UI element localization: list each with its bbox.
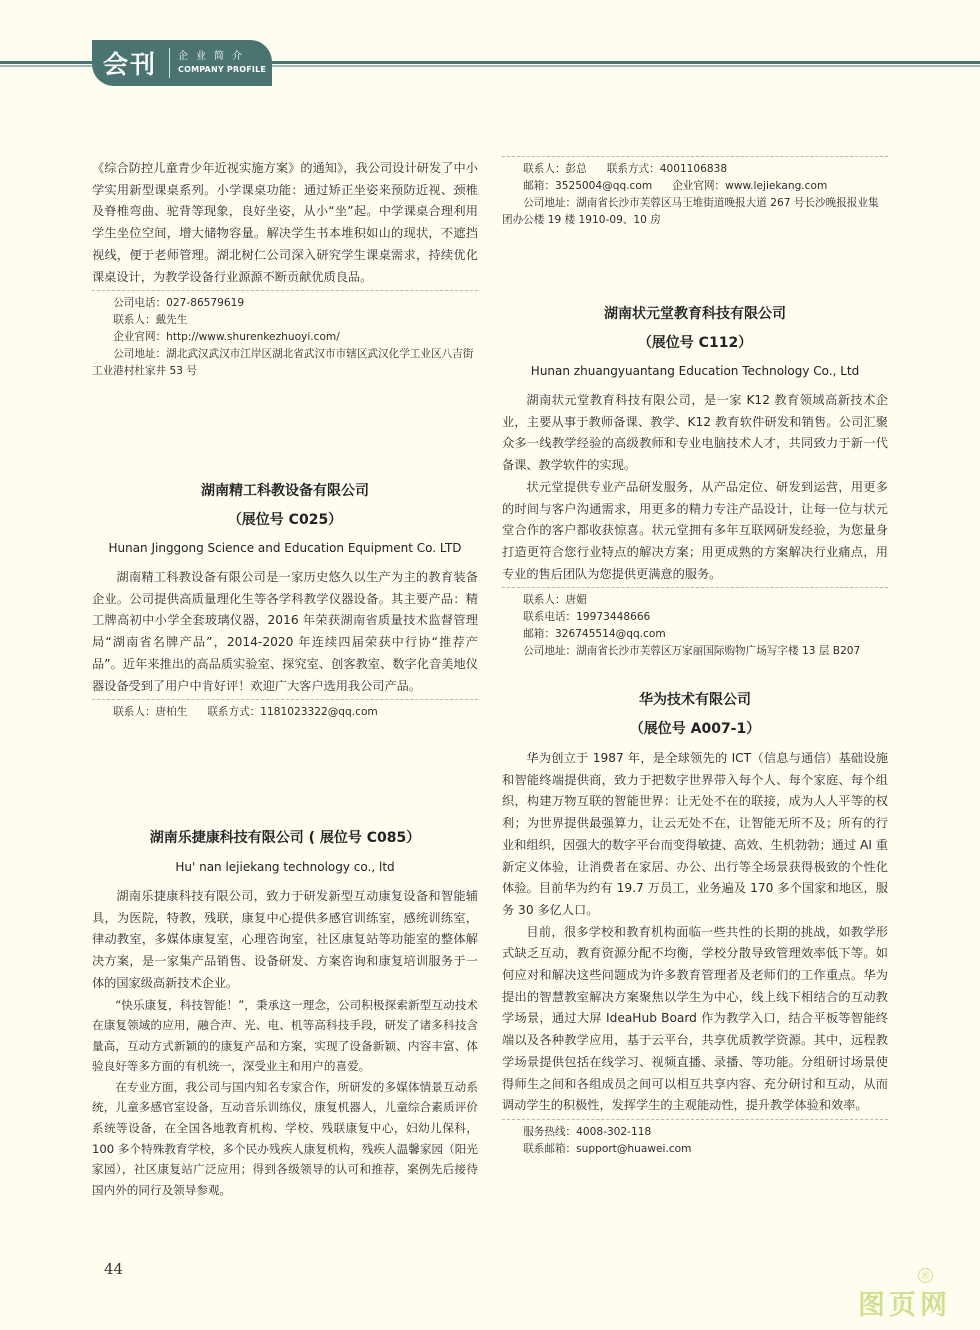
dashed-divider — [502, 1119, 888, 1120]
registered-mark-icon: ® — [920, 1269, 931, 1282]
contact-email[interactable]: 联系邮箱：support@huawei.com — [523, 1142, 692, 1155]
booth-number: （展位号 A007-1） — [629, 721, 761, 737]
section-label — [178, 52, 266, 74]
booth-number: （展位号 C025） — [227, 512, 343, 528]
contact-method: 联系方式：4001106838 — [606, 163, 728, 175]
tab-divider — [169, 48, 170, 78]
booth-number: （展位号 C112） — [637, 335, 753, 351]
section-title-cn: 企业简介 — [178, 51, 250, 62]
company-huawei — [502, 686, 888, 1158]
company-title: 湖南状元堂教育科技有限公司 — [604, 306, 786, 322]
company-address: 公司地址：湖南省长沙市芙蓉区万家丽国际购物广场写字楼 13 层 B207 — [523, 645, 861, 658]
contact-block-2 — [92, 704, 478, 721]
intro-paragraph: 《综合防控儿童青少年近视实施方案》的通知》，我公司设计研发了中小学实用新型课桌系列。小学课桌功能：通过矫正坐姿来预防近视、颈椎及脊椎弯曲、驼背等现象，良好坐姿，从小“坐”起。中学课桌合理利用学生坐位空间，增大储物容量。解决学生书本堆积如山的现状，不遮挡视线，便于老师管理。湖北树仁公司深入研究学生课桌需求，持续优化课桌设计，为教学设备行业源源不断贡献优质良品。 — [92, 161, 478, 284]
dashed-divider — [502, 587, 888, 588]
left-column — [92, 158, 478, 380]
company-title: 湖南精工科教设备有限公司 — [201, 483, 369, 499]
contact-person: 联系人：唐柏生 — [113, 706, 188, 719]
company-paragraph: 华为创立于 1987 年，是全球领先的 ICT（信息与通信）基础设施和智能终端提供商，致力于把数字世界带入每个人、每个家庭、每个组织，构建万物互联的智能世界：让无处不在的联接，成为人人平等的权利；为世界提供最强算力，让云无处不在，让智能无所不及；所有的行业和组织，因强大的数字平台而变得敏捷、高效、生机勃勃；通过 AI 重新定义体验，让消费者在家居、办公、出行等全场景获得极致的个性化体验。目前华为约有 19.7 万员工，业务遍及 170 多个国家和地区，服务 30 多亿人口。 — [502, 751, 888, 917]
company-paragraph: 在专业方面，我公司与国内知名专家合作，所研发的多媒体情景互动系统，儿童多感官室设备，互动音乐训练仪，康复机器人，儿童综合素质评价系统等设备，在全国各地教育机构、学校、残联康复中心，妇幼儿保科，100 多个特殊教育学校，多个民办残疾人康复机构，残疾人温馨家园（阳光家园），社区康复站广泛应用；得到各级领导的认可和推荐，案例先后接待国内外的同行及领导参观。 — [92, 1079, 478, 1197]
company-zhuangyuantang — [502, 300, 888, 660]
company-lejiekang — [92, 824, 478, 1200]
contact-block-1 — [92, 295, 478, 380]
company-description: 湖南精工科教设备有限公司是一家历史悠久以生产为主的教育装备企业。公司提供高质量理化生等各学科教学仪器设备。其主要产品：精工牌高初中小学全套玻璃仪器，2016 年荣获湖南省质量技术监督管理局“湖南省名牌产品”，2014-2020 年连续四届荣获中行协“推荐产品”。近年来推出的高品质实验室、探究室、创客教室、数字化音美地仪器设备受到了用户中肯好评！欢迎广大客户选用我公司产品。 — [92, 570, 478, 693]
contact-person: 联系人：唐媚 — [523, 594, 587, 607]
company-website[interactable]: 企业官网：http://www.shurenkezhuoyi.com/ — [113, 331, 340, 344]
service-hotline: 服务热线：4008-302-118 — [523, 1125, 652, 1138]
contact-email[interactable]: 邮箱：326745514@qq.com — [523, 628, 666, 641]
company-title: 湖南乐捷康科技有限公司 ( 展位号 C085） — [149, 830, 421, 846]
watermark-logo: 图页网 — [858, 1290, 951, 1321]
contact-phone: 联系电话：19973448666 — [523, 611, 651, 624]
company-english-name: Hu' nan lejiekang technology co., ltd — [175, 860, 395, 874]
section-tab — [92, 40, 272, 86]
contact-person: 联系人：戴先生 — [113, 314, 188, 327]
company-paragraph: 目前，很多学校和教育机构面临一些共性的长期的挑战，如教学形式缺乏互动，教育资源分配不均衡，学校分散导致管理效率低下等。如何应对和解决这些问题成为许多教育管理者及老师们的工作重点。华为提出的智慧教室解决方案聚焦以学生为中心，线上线下相结合的互动教学场景，通过大屏 IdeaHub Board 作为教学入口，结合平板等智能终端以及各种教学应用，基于云平台，共享优质教学资源。其中，远程教学场景提供包括在线学习、视频直播、录播、等功能。分组研讨场景使得师生之间和各组成员之间可以相互共享内容、充分研讨和互动，从而调动学生的积极性，发挥学生的主观能动性，提升教学体验和效率。 — [502, 924, 888, 1113]
magazine-label: 会刊 — [103, 50, 158, 79]
company-paragraph: “快乐康复，科技智能！”，秉承这一理念，公司积极探索新型互动技术在康复领域的应用，融合声、光、电、机等高科技手段，研发了诸多科技含量高，互动方式新颖的的康复产品和方案，实现了设备新颖、内容丰富、体验良好等多方面的有机统一，深受业主和用户的喜爱。 — [92, 997, 478, 1074]
company-website[interactable]: 企业官网：www.lejiekang.com — [672, 180, 828, 192]
company-paragraph: 湖南状元堂教育科技有限公司，是一家 K12 教育领域高新技术企业，主要从事于教师备课、教学、K12 教育软件研发和销售。公司汇聚众多一线教学经验的高级教师和专业电脑技术人才，共同致力于新一代备课、教学软件的实现。 — [502, 393, 888, 473]
dashed-divider — [502, 156, 888, 157]
section-title-en: COMPANY PROFILE — [178, 65, 267, 74]
company-english-name: Hunan zhuangyuantang Education Technology Co., Ltd — [530, 364, 860, 378]
page-number: 44 — [104, 1260, 124, 1278]
company-jinggong — [92, 477, 478, 721]
company-paragraph: 湖南乐捷康科技有限公司，致力于研发新型互动康复设备和智能辅具，为医院，特教，残联，康复中心提供多感官训练室，感统训练室，律动教室，多媒体康复室，心理咨询室，社区康复站等功能室的整体解决方案，是一家集产品销售、设备研发、方案咨询和康复培训服务于一体的国家级高新技术企业。 — [92, 889, 478, 990]
company-address: 公司地址：湖南省长沙市芙蓉区马王堆街道晚报大道 267 号长沙晚报报业集团办公楼 19 楼 1910-09、10 房 — [502, 197, 879, 226]
company-phone: 公司电话：027-86579619 — [113, 297, 245, 310]
dashed-divider — [92, 290, 478, 291]
company-title: 华为技术有限公司 — [639, 692, 751, 708]
company-english-name: Hunan Jinggong Science and Education Equipment Co. LTD — [108, 541, 462, 555]
contact-person: 联系人：彭总 — [523, 163, 587, 175]
contact-email[interactable]: 邮箱：3525004@qq.com — [523, 180, 653, 192]
company-address: 公司地址：湖北武汉武汉市江岸区湖北省武汉市市辖区武汉化学工业区八吉街工业港村杜家井 53 号 — [92, 348, 474, 378]
company-paragraph: 状元堂提供专业产品研发服务，从产品定位、研发到运营，用更多的时间与客户沟通需求，用更多的精力专注产品设计，让每一位与状元堂合作的客户都收获惊喜。状元堂拥有多年互联网研发经验，为您量身打造更符合您行业特点的解决方案；用更成熟的方案解决行业痛点，用专业的售后团队为您提供更满意的服务。 — [502, 479, 888, 581]
dashed-divider — [92, 699, 478, 700]
contact-block-3 — [502, 154, 888, 229]
contact-method[interactable]: 联系方式：1181023322@qq.com — [207, 706, 378, 719]
